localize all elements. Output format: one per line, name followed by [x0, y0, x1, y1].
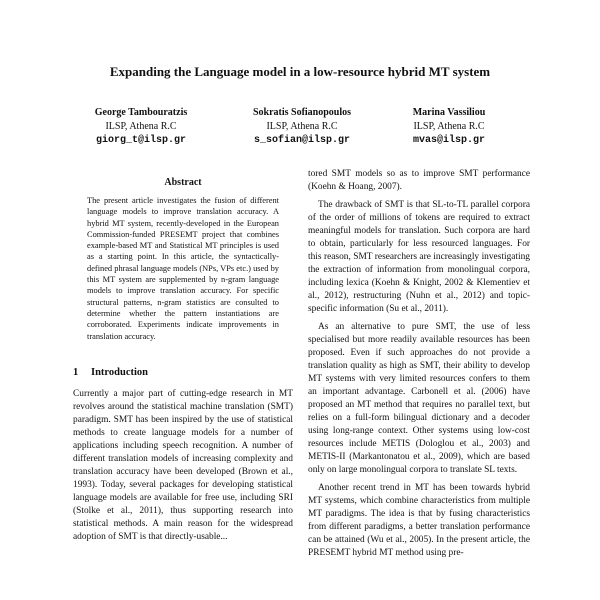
left-column [73, 176, 293, 544]
author-email: s_sofian@ilsp.gr [253, 135, 350, 146]
author-email: giorg_t@ilsp.gr [95, 135, 186, 146]
author-1 [66, 106, 216, 148]
abstract-text: The present article investigates the fusion of different language models to improve translation accuracy. A hybrid MT system, recently-developed in the European Commission-funded PRESEMT project that combines example-based MT and Statistical MT principles is used as a starting point. In this article, the syntactically-defined phrasal language models (NPs, VPs etc.) used by this MT system are supplemented by n-gram language models to improve translation accuracy. For specific structural patterns, n-gram statistics are consulted to determine whether the pattern instantiations are corroborated. Experiments indicate improvements in translation accuracy. [87, 196, 279, 341]
body-paragraph: tored SMT models so as to improve SMT performance (Koehn & Hoang, 2007). [308, 169, 530, 192]
right-column [308, 168, 530, 560]
author-name: George Tambouratzis [94, 107, 188, 118]
paper-title: Expanding the Language model in a low-resource hybrid MT system [109, 64, 491, 79]
abstract-heading: Abstract [164, 177, 202, 188]
author-affiliation: ILSP, Athena R.C [266, 121, 338, 132]
author-block [0, 106, 600, 156]
author-name: Marina Vassiliou [412, 107, 486, 118]
author-3 [374, 106, 524, 148]
section-title: Introduction [91, 366, 148, 378]
body-paragraph: As an alternative to pure SMT, the use of less specialised but more readily available resources has been proposed. Even if such approaches do not provide a translation quality as high as SMT, their ability to develop MT systems with very limited resources confers to them an important advantage. Carbonell et al. (2006) have proposed an MT method that requires no parallel text, but relies on a full-form bilingual dictionary and a decoder using long-range context. Other systems using low-cost resources include METIS (Dologlou et al., 2003) and METIS-II (Markantonatou et al., 2009), which are based only on large monolingual corpora to translate SL texts. [308, 322, 530, 475]
author-2 [227, 106, 377, 148]
body-paragraph: The drawback of SMT is that SL-to-TL parallel corpora of the order of millions of tokens are required to extract meaningful models for translation. Such corpora are hard to obtain, particularly for less resourced languages. For this reason, SMT researchers are increasingly investigating the extraction of information from monolingual corpora, including lexica (Koehn & Knight, 2002 & Klementiev et al., 2012), restructuring (Nuhn et al., 2012) and topic-specific information (Su et al., 2011). [308, 200, 530, 314]
author-email: mvas@ilsp.gr [412, 135, 485, 146]
body-paragraph: Another recent trend in MT has been towards hybrid MT systems, which combine characteristics from multiple MT paradigms. The idea is that by fusing characteristics from different paradigms, a better translation performance can be attained (Wu et al., 2005). In the present article, the PRESEMT hybrid MT method using pre- [308, 483, 530, 558]
author-affiliation: ILSP, Athena R.C [413, 121, 485, 132]
section-heading-introduction [73, 366, 293, 379]
introduction-paragraph: Currently a major part of cutting-edge research in MT revolves around the statistical machine translation (SMT) paradigm. SMT has been inspired by the use of statistical methods to create language models for a number of applications including speech recognition. A number of different translation models of increasing complexity and translation accuracy have been developed (Brown et al., 1993). Today, several packages for developing statistical language models are available for free use, including SRI (Stolke et al., 2011), thus supporting research into statistical methods. A main reason for the widespread adoption of SMT is that directly-usable... [73, 388, 293, 542]
author-affiliation: ILSP, Athena R.C [105, 121, 177, 132]
section-number: 1 [73, 366, 79, 378]
author-name: Sokratis Sofianopoulos [252, 107, 352, 118]
